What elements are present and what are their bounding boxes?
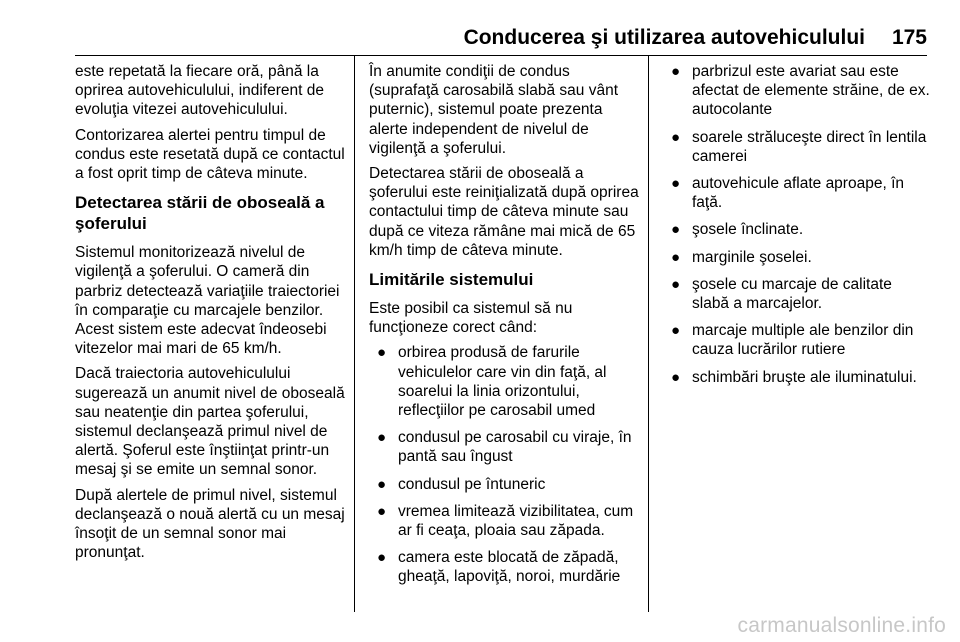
bullet-icon: ● xyxy=(377,502,387,520)
bullet-icon: ● xyxy=(377,549,387,567)
list-item: ● orbirea produsă de farurile vehiculelor care vin din faţă, al soarelui la linia orizontului, reflecţiilor pe carosabil umed xyxy=(377,344,607,420)
list-item: ● vremea limitează vizibilitatea, cum ar fi ceaţa, ploaia sau zăpada. xyxy=(377,502,634,540)
list-item: ● schimbări bruşte ale iluminatului. xyxy=(671,368,917,386)
paragraph: Contorizarea alertei pentru timpul de condus este resetată după ce contactul a fost oprit timp de câteva minute. xyxy=(75,126,345,183)
bullet-icon: ● xyxy=(671,175,681,193)
column-divider xyxy=(648,56,649,612)
list-item: ● marcaje multiple ale benzilor din cauza lucrărilor rutiere xyxy=(671,322,914,359)
watermark: carmanualsonline.info xyxy=(737,614,946,637)
bullet-icon: ● xyxy=(671,63,681,80)
paragraph: Dacă traiectoria autovehiculului sugerează un anumit nivel de oboseală sau neatenţie din partea şoferului, sistemul declanşează primul nivel de alertă. Şoferul este înştiinţat printr-un mesaj şi se emite un semnal sonor. xyxy=(75,365,345,479)
section-heading: Limitările sistemului xyxy=(369,270,534,290)
list-item: ● autovehicule aflate aproape, în faţă. xyxy=(671,175,904,212)
paragraph: este repetată la fiecare oră, până la oprirea autovehiculului, indiferent de evoluţia vitezei autovehiculului. xyxy=(75,63,325,119)
bullet-icon: ● xyxy=(671,248,681,266)
section-heading: Detectarea stării de oboseală a şoferului xyxy=(75,193,325,234)
column-1 xyxy=(75,62,345,568)
bullet-list xyxy=(369,343,639,586)
list-item: ● soarele străluceşte direct în lentila camerei xyxy=(671,128,927,165)
bullet-icon: ● xyxy=(671,221,681,239)
list-item: ● şosele cu marcaje de calitate slabă a marcajelor. xyxy=(671,275,892,313)
list-item: ● condusul pe carosabil cu viraje, în pantă sau îngust xyxy=(377,429,632,466)
running-title: Conducerea şi utilizarea autovehiculului xyxy=(463,26,865,49)
bullet-list xyxy=(663,62,933,387)
paragraph: După alertele de primul nivel, sistemul declanşează o nouă alertă cu un mesaj însoţit de un semnal sonor mai pronunţat. xyxy=(75,486,345,562)
list-item: ● şosele înclinate. xyxy=(671,221,804,239)
bullet-icon: ● xyxy=(671,368,681,386)
bullet-icon: ● xyxy=(671,275,681,293)
list-item: ● camera este blocată de zăpadă, gheaţă, lapoviţă, noroi, murdărie xyxy=(377,549,621,586)
page-number: 175 xyxy=(891,26,927,49)
column-2 xyxy=(369,62,639,595)
bullet-icon: ● xyxy=(377,429,387,447)
bullet-icon: ● xyxy=(671,322,681,340)
page-header xyxy=(75,26,927,56)
list-item: ● marginile şoselei. xyxy=(671,248,812,266)
bullet-icon: ● xyxy=(671,128,681,146)
column-3 xyxy=(663,62,933,395)
list-item: ● parbrizul este avariat sau este afectat de elemente străine, de ex. autocolante xyxy=(671,63,930,119)
column-divider xyxy=(354,56,355,612)
paragraph: Este posibil ca sistemul să nu funcţioneze corect când: xyxy=(369,300,573,337)
list-item: ● condusul pe întuneric xyxy=(377,475,546,493)
paragraph: În anumite condiţii de condus (suprafaţă carosabilă slabă sau vânt puternic), sistemul poate prezenta alerte independent de nivelul de vigilenţă a şoferului. xyxy=(369,63,619,157)
bullet-icon: ● xyxy=(377,344,387,362)
paragraph: Sistemul monitorizează nivelul de vigilenţă a şoferului. O cameră din parbriz detectează variaţiile traiectoriei în comparaţie cu marcajele benzilor. Acest sistem este adecvat îndeosebi vitezelor mai mari de 65 km/h. xyxy=(75,244,340,358)
paragraph: Detectarea stării de oboseală a şoferului este reiniţializată după oprirea contactului timp de câteva minute sau după ce viteza rămâne mai mică de 65 km/h timp de câteva minute. xyxy=(369,165,639,259)
bullet-icon: ● xyxy=(377,475,387,493)
header-rule xyxy=(75,55,927,56)
